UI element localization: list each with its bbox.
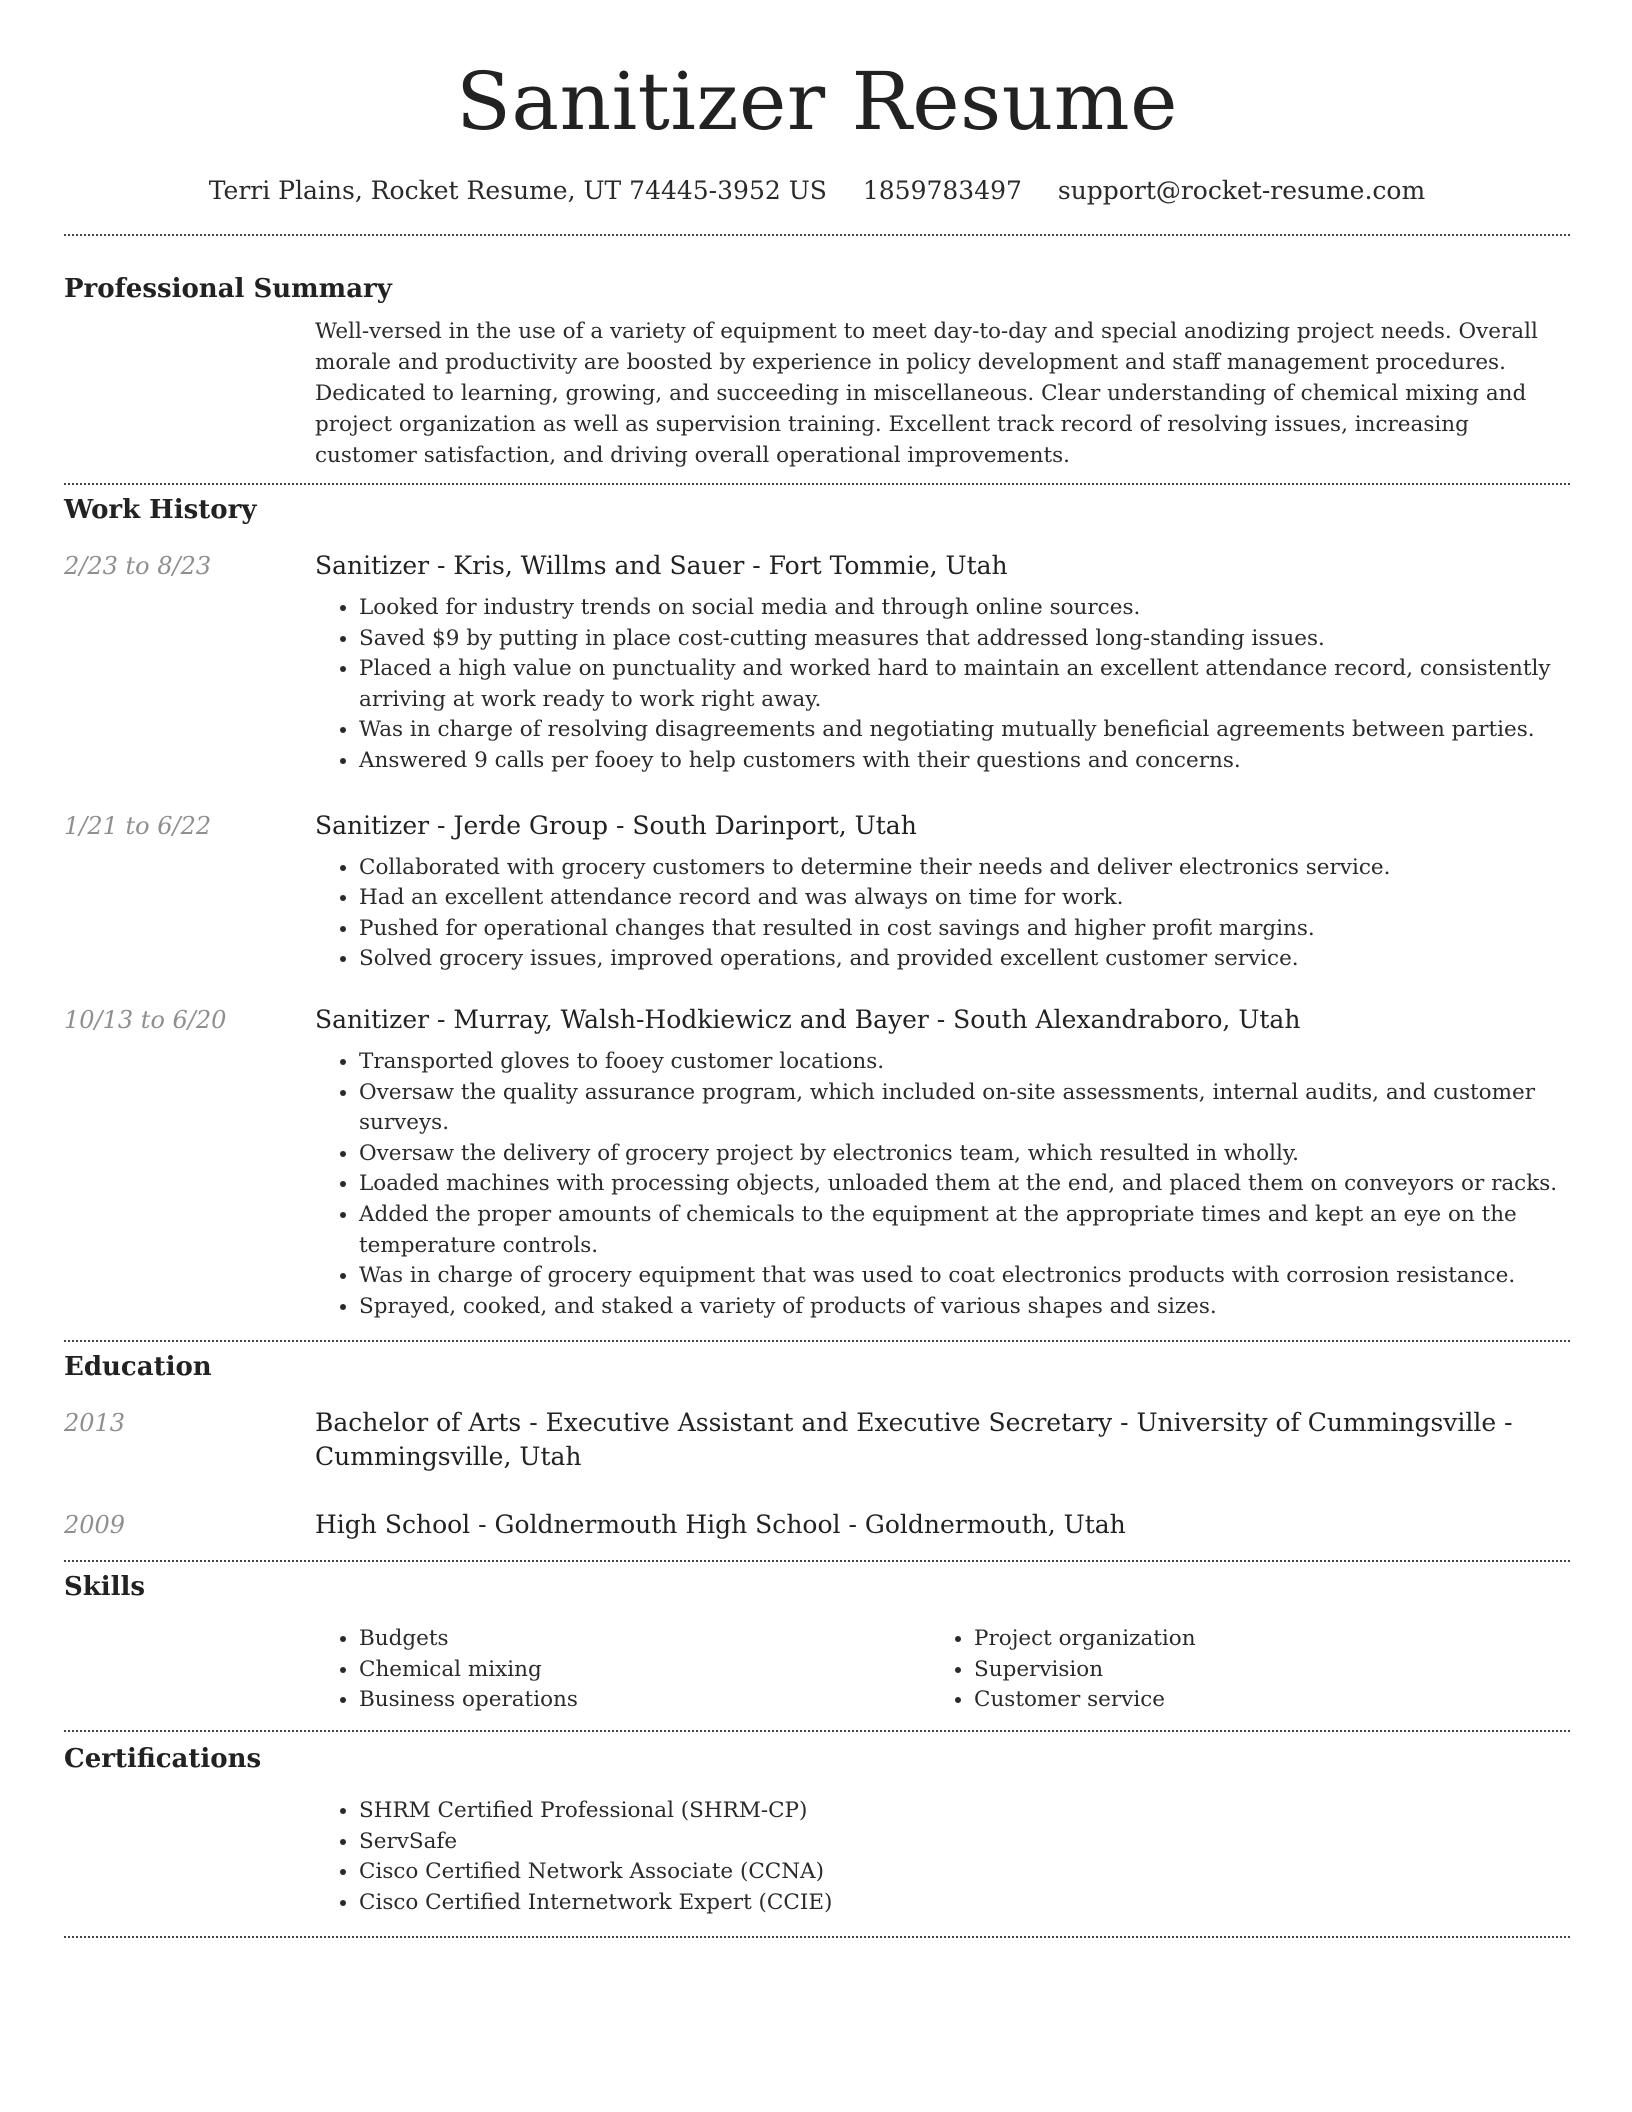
list-item: • Answered 9 calls per fooey to help customers with their questions and concerns. (359, 746, 1570, 777)
job-dates: 2/23 to 8/23 (64, 552, 212, 580)
resume-page (64, 0, 1570, 1938)
skills-column-right (930, 1624, 1545, 1716)
skills-list (315, 1624, 930, 1716)
divider (64, 1730, 1570, 1732)
job-body (315, 549, 1570, 777)
job-body (315, 1003, 1570, 1322)
skills-list (930, 1624, 1545, 1716)
education-degree: Bachelor of Arts - Executive Assistant and Executive Secretary - University of Cummingsville - Cummingsville, Utah (315, 1408, 1513, 1472)
divider (64, 1560, 1570, 1562)
list-item: • Looked for industry trends on social media and through online sources. (359, 593, 1570, 624)
divider (64, 483, 1570, 485)
list-item: • Had an excellent attendance record and was always on time for work. (359, 883, 1570, 914)
list-item: • Saved $9 by putting in place cost-cutting measures that addressed long-standing issues. (359, 624, 1570, 655)
certifications-heading: Certifications (64, 1744, 262, 1775)
list-item: • Budgets (359, 1624, 930, 1655)
education-entry (64, 1508, 1570, 1542)
list-item: • Solved grocery issues, improved operations, and provided excellent customer service. (359, 944, 1570, 975)
divider (64, 1340, 1570, 1342)
list-item: • Loaded machines with processing objects, unloaded them at the end, and placed them on conveyors or racks. (359, 1169, 1570, 1200)
list-item: • Cisco Certified Network Associate (CCNA) (359, 1857, 1570, 1888)
skills-row (64, 1624, 1570, 1716)
education-body (315, 1508, 1570, 1542)
summary-section (64, 272, 1570, 471)
skills-heading: Skills (64, 1572, 146, 1603)
job-body (315, 809, 1570, 975)
list-item: • Customer service (974, 1685, 1545, 1716)
job-entry (64, 1003, 1570, 1322)
resume-title: Sanitizer Resume (456, 55, 1178, 148)
list-item: • Was in charge of resolving disagreements and negotiating mutually beneficial agreements between parties. (359, 715, 1570, 746)
summary-row (64, 316, 1570, 471)
job-bullets (315, 1047, 1570, 1322)
contact-line (64, 174, 1570, 208)
education-body (315, 1406, 1570, 1474)
skills-section (64, 1570, 1570, 1716)
list-item: • ServSafe (359, 1827, 1570, 1858)
list-item: • Added the proper amounts of chemicals to the equipment at the appropriate times and kept an eye on the temperature controls. (359, 1200, 1570, 1261)
divider (64, 1936, 1570, 1938)
job-bullets (315, 853, 1570, 975)
work-heading: Work History (64, 495, 257, 525)
work-section (64, 493, 1570, 1322)
certifications-row (64, 1796, 1570, 1918)
job-dates: 1/21 to 6/22 (64, 811, 212, 840)
certifications-section (64, 1742, 1570, 1918)
list-item: • Cisco Certified Internetwork Expert (CCIE) (359, 1888, 1570, 1919)
list-item: • Transported gloves to fooey customer locations. (359, 1047, 1570, 1078)
list-item: • Project organization (974, 1624, 1545, 1655)
job-title: Sanitizer - Kris, Willms and Sauer - Fort Tommie, Utah (315, 551, 1008, 580)
job-dates: 10/13 to 6/20 (64, 1005, 227, 1034)
job-entry (64, 549, 1570, 777)
summary-heading: Professional Summary (64, 274, 392, 304)
education-section (64, 1350, 1570, 1542)
list-item: • Oversaw the quality assurance program, which included on-site assessments, internal audits, and customer surveys. (359, 1078, 1570, 1139)
job-title: Sanitizer - Murray, Walsh-Hodkiewicz and Bayer - South Alexandraboro, Utah (315, 1004, 1301, 1034)
divider (64, 234, 1570, 236)
job-entry (64, 809, 1570, 975)
education-heading: Education (64, 1352, 212, 1383)
certifications-body (315, 1796, 1570, 1918)
education-year: 2013 (64, 1409, 126, 1438)
education-year: 2009 (64, 1511, 126, 1540)
list-item: • Business operations (359, 1685, 930, 1716)
contact-email: support@rocket-resume.com (1057, 176, 1426, 205)
list-item: • Collaborated with grocery customers to determine their needs and deliver electronics service. (359, 853, 1570, 884)
list-item: • Sprayed, cooked, and staked a variety of products of various shapes and sizes. (359, 1292, 1570, 1323)
list-item: • Was in charge of grocery equipment that was used to coat electronics products with corrosion resistance. (359, 1261, 1570, 1292)
education-degree: High School - Goldnermouth High School - Goldnermouth, Utah (315, 1510, 1126, 1540)
list-item: • Pushed for operational changes that resulted in cost savings and higher profit margins. (359, 914, 1570, 945)
list-item: • Supervision (974, 1655, 1545, 1686)
skills-grid (315, 1624, 1570, 1716)
contact-address: Terri Plains, Rocket Resume, UT 74445-3952 US (208, 176, 827, 205)
job-bullets (315, 593, 1570, 777)
summary-body (315, 316, 1570, 471)
job-title: Sanitizer - Jerde Group - South Darinport, Utah (315, 810, 917, 840)
certifications-list (315, 1796, 1570, 1918)
list-item: • SHRM Certified Professional (SHRM-CP) (359, 1796, 1570, 1827)
contact-phone: 1859783497 (862, 176, 1022, 205)
list-item: • Oversaw the delivery of grocery project by electronics team, which resulted in wholly. (359, 1139, 1570, 1170)
summary-text: Well-versed in the use of a variety of equipment to meet day-to-day and special anodizing project needs. Overall morale and productivity are boosted by experience in policy development and staff management procedures. Dedicated to learning, growing, and succeeding in miscellaneous. Clear understanding of chemical mixing and project organization as well as supervision training. Excellent track record of resolving issues, increasing customer satisfaction, and driving overall operational improvements. (315, 319, 1538, 468)
education-entry (64, 1406, 1570, 1474)
list-item: • Chemical mixing (359, 1655, 930, 1686)
skills-column-left (315, 1624, 930, 1716)
list-item: • Placed a high value on punctuality and worked hard to maintain an excellent attendance record, consistently arriving at work ready to work right away. (359, 654, 1570, 715)
